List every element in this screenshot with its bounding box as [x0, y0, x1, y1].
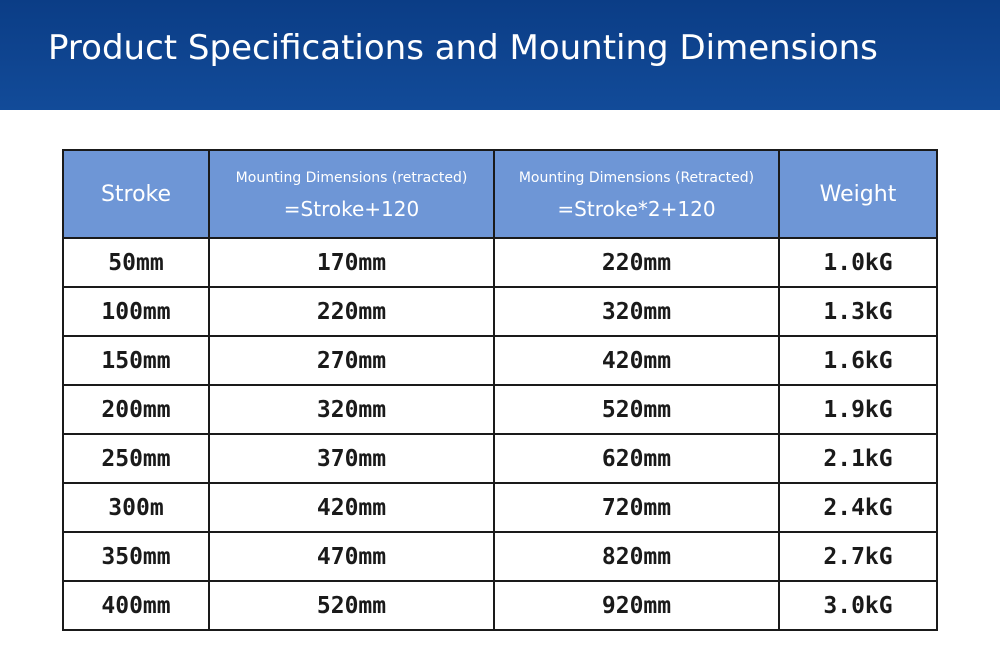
header-mounting-retracted [209, 150, 494, 238]
stroke-cell: 50mm [63, 238, 209, 287]
table-row [63, 238, 937, 287]
extended-cell: 720mm [494, 483, 779, 532]
header-mounting-extended [494, 150, 779, 238]
weight-cell: 2.1kG [779, 434, 937, 483]
header-stroke [63, 150, 209, 238]
header-stroke-label: Stroke [100, 181, 172, 207]
retracted-cell: 470mm [209, 532, 494, 581]
weight-cell: 1.0kG [779, 238, 937, 287]
stroke-cell: 150mm [63, 336, 209, 385]
header-weight [779, 150, 937, 238]
weight-cell: 2.7kG [779, 532, 937, 581]
table-row [63, 336, 937, 385]
header-mounting-retracted-label: Mounting Dimensions (retracted) [235, 170, 468, 186]
retracted-cell: 220mm [209, 287, 494, 336]
stroke-cell: 350mm [63, 532, 209, 581]
table-row [63, 581, 937, 630]
weight-cell: 3.0kG [779, 581, 937, 630]
header-mounting-extended-label: Mounting Dimensions (Retracted) [518, 170, 755, 186]
table-row [63, 483, 937, 532]
stroke-cell: 400mm [63, 581, 209, 630]
extended-cell: 220mm [494, 238, 779, 287]
table-header-row [63, 150, 937, 238]
extended-cell: 820mm [494, 532, 779, 581]
table-row [63, 434, 937, 483]
weight-cell: 1.9kG [779, 385, 937, 434]
header-mounting-extended-formula: =Stroke*2+120 [557, 197, 716, 221]
stroke-cell: 300m [63, 483, 209, 532]
stroke-cell: 200mm [63, 385, 209, 434]
retracted-cell: 170mm [209, 238, 494, 287]
extended-cell: 320mm [494, 287, 779, 336]
weight-cell: 1.3kG [779, 287, 937, 336]
table-row [63, 532, 937, 581]
stroke-cell: 250mm [63, 434, 209, 483]
table-row [63, 287, 937, 336]
weight-cell: 2.4kG [779, 483, 937, 532]
table-row [63, 385, 937, 434]
extended-cell: 520mm [494, 385, 779, 434]
stroke-cell: 100mm [63, 287, 209, 336]
header-mounting-retracted-formula: =Stroke+120 [283, 197, 420, 221]
extended-cell: 420mm [494, 336, 779, 385]
weight-cell: 1.6kG [779, 336, 937, 385]
retracted-cell: 270mm [209, 336, 494, 385]
extended-cell: 620mm [494, 434, 779, 483]
retracted-cell: 370mm [209, 434, 494, 483]
extended-cell: 920mm [494, 581, 779, 630]
specifications-table [62, 149, 938, 631]
page-title: Product Specifications and Mounting Dimensions [48, 28, 878, 68]
retracted-cell: 320mm [209, 385, 494, 434]
title-banner [0, 0, 1000, 110]
header-weight-label: Weight [819, 181, 897, 207]
retracted-cell: 520mm [209, 581, 494, 630]
retracted-cell: 420mm [209, 483, 494, 532]
